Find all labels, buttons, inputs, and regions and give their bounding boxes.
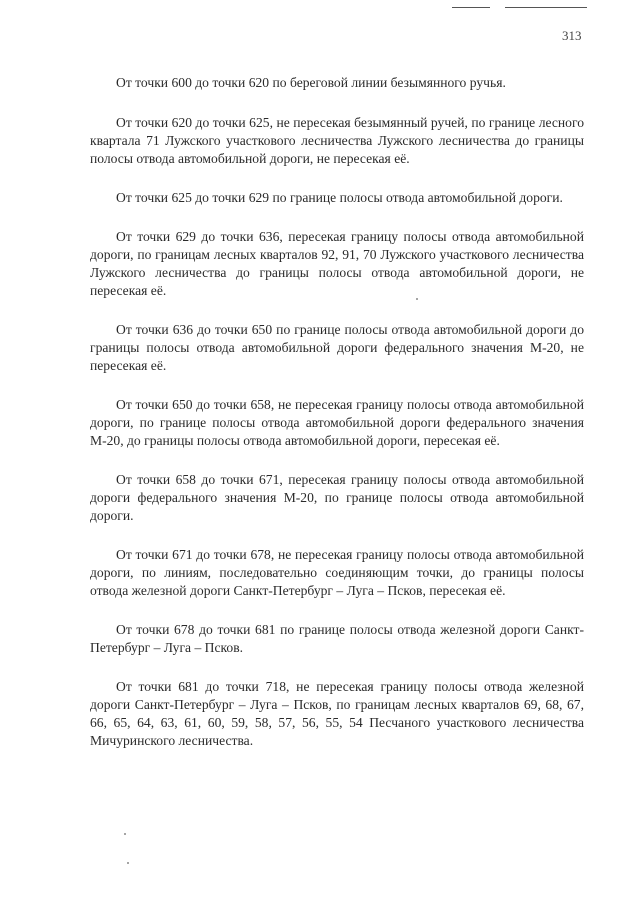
paragraph-5: От точки 636 до точки 650 по границе полосы отвода автомобильной дороги до границы полосы отвода автомобильной дороги федерального значения М-20, не пересекая её.	[90, 322, 584, 373]
scan-speck	[416, 298, 418, 300]
scan-speck	[124, 833, 126, 835]
paragraph-4: От точки 629 до точки 636, пересекая границу полосы отвода автомобильной дороги, по границам лесных кварталов 92, 91, 70 Лужского участкового лесничества Лужского лесничества до границы полосы отвода автомобильной дороги, не пересекая её.	[90, 229, 584, 298]
paragraph-10: От точки 681 до точки 718, не пересекая границу полосы отвода железной дороги Санкт-Петербург – Луга – Псков, по границам лесных кварталов 69, 68, 67, 66, 65, 64, 63, 61, 60, 59, 58, 57, 56, 55, 54 Песчаного участкового лесничества Мичуринского лесничества.	[90, 679, 584, 748]
paragraph-2: От точки 620 до точки 625, не пересекая безымянный ручей, по границе лесного квартала 71 Лужского участкового лесничества Лужского лесничества до границы полосы отвода автомобильной дороги, не пересекая её.	[90, 115, 584, 166]
header-rule-left	[452, 7, 490, 8]
paragraph-9: От точки 678 до точки 681 по границе полосы отвода железной дороги Санкт-Петербург – Луга – Псков.	[90, 622, 584, 655]
paragraph-1: От точки 600 до точки 620 по береговой линии безымянного ручья.	[116, 75, 506, 90]
paragraph-7: От точки 658 до точки 671, пересекая границу полосы отвода автомобильной дороги федерального значения М-20, по границе полосы отвода автомобильной дороги.	[90, 472, 584, 523]
paragraph-3: От точки 625 до точки 629 по границе полосы отвода автомобильной дороги.	[116, 190, 563, 205]
paragraph-6: От точки 650 до точки 658, не пересекая границу полосы отвода автомобильной дороги, по границе полосы отвода автомобильной дороги федерального значения М-20, до границы полосы отвода автомобильной дороги, пересекая её.	[90, 397, 584, 448]
document-body	[90, 74, 584, 771]
scan-speck	[127, 862, 129, 864]
header-rule-right	[505, 7, 587, 8]
page-number: 313	[562, 28, 582, 43]
paragraph-8: От точки 671 до точки 678, не пересекая границу полосы отвода автомобильной дороги, по линиям, последовательно соединяющим точки, до границы полосы отвода железной дороги Санкт-Петербург – Луга – Псков, пересекая её.	[90, 547, 584, 598]
